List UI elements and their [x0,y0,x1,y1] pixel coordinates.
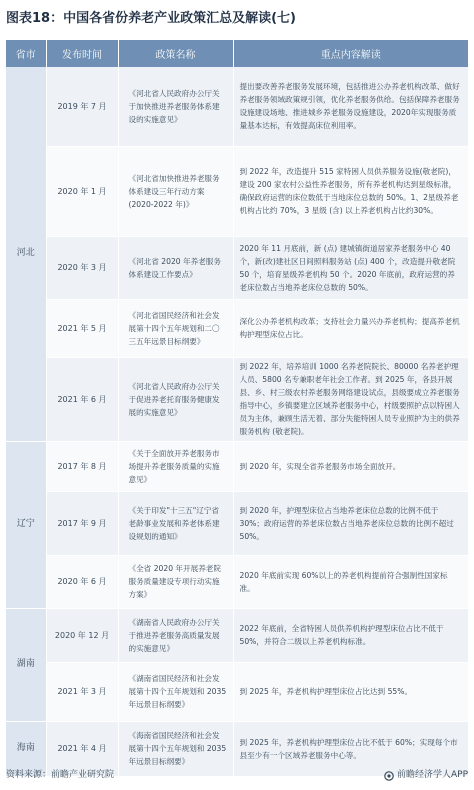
page-title: 图表18：中国各省份养老产业政策汇总及解读(七) [6,11,296,26]
date-cell: 2020 年 1 月 [46,146,118,236]
date-cell: 2020 年 3 月 [46,236,118,299]
header-policy: 政策名称 [118,40,233,67]
policy-cell: 《全省 2020 年开展养老院服务质量建设专项行动实施方案》 [118,555,233,608]
header-content: 重点内容解读 [233,40,468,67]
date-cell: 2021 年 6 月 [46,357,118,441]
policy-cell: 《河北省 2020 年养老服务体系建设工作要点》 [118,236,233,299]
qianzhan-logo-icon [384,770,394,780]
source-note: 资料来源：前瞻产业研究院 [6,770,115,780]
province-cell: 辽宁 [6,441,46,608]
table-row [6,608,468,662]
policy-cell: 《湖南省国民经济和社会发展第十四个五年规划和 2035 年远景目标纲要》 [118,662,233,721]
content-cell: 到 2022 年，培养培训 1000 名养老院院长、80000 名养老护理人员、5800 名专兼职老年社会工作者。到 2025 年，各县开展县、乡、村三级农村养老服务网络建设试点，县级要成立养老服务指导中心，乡镇要建立区域养老服务中心，村级要照护点以特困人员为主体，兼顾生活无着、部分失能特困人员专业照护为主的供养服务机构 (敬老院)。 [233,357,468,441]
table-row [6,662,468,721]
date-cell: 2021 年 4 月 [46,721,118,776]
content-cell: 到 2020 年，实现全省养老服务市场全面放开。 [233,441,468,491]
date-cell: 2021 年 3 月 [46,662,118,721]
province-cell: 海南 [6,721,46,776]
table-row [6,441,468,491]
header-date: 发布时间 [46,40,118,67]
table-row [6,236,468,299]
table-row [6,555,468,608]
content-cell: 到 2025 年，养老机构护理型床位占比达到 55%。 [233,662,468,721]
content-cell: 2020 年底前实现 60%以上的养老机构提前符合强制性国家标准。 [233,555,468,608]
content-cell: 2022 年底前，全省特困人员供养机构护理型床位占比不低于50%，并符合二级以上养老机构标准。 [233,608,468,662]
policy-cell: 《关于印发"十三五"辽宁省老龄事业发展和养老体系建设规划的通知》 [118,491,233,555]
brand-watermark [384,766,468,784]
content-cell: 到 2022 年，改造提升 515 家特困人员供养服务设施(敬老院)，建设 200 家农村公益性养老服务，所有养老机构达到星级标准，确保政府运营的床位数低于当地床位总数的 50%。1、2星级养老机构占比约 70%，3 星级 (含) 以上养老机构占比约30%。 [233,146,468,236]
table-row [6,299,468,357]
content-cell: 到 2020 年，护理型床位占当地养老床位总数的比例不低于30%；政府运营的养老床位数占当地养老床位总数的比例不超过50%。 [233,491,468,555]
date-cell: 2020 年 12 月 [46,608,118,662]
date-cell: 2017 年 8 月 [46,441,118,491]
brand-label: 前瞻经济学人APP [396,770,468,780]
content-cell: 提出要改善养老服务发展环境，包括推进公办养老机构改革、做好养老服务领域政策规引领，优化养老服务供给。包括保障养老服务设施建设场地、推进城乡养老服务设施建设，2020年实现服务质量基本达标，有效提高床位利用率。 [233,67,468,146]
content-cell: 到 2025 年，养老机构护理型床位占比不低于 60%；实现每个市县至少有一个区域养老服务中心等。 [233,721,468,776]
policy-table-container [6,40,468,777]
policy-cell: 《河北省人民政府办公厅关于促进养老托育服务健康发展的实施意见》 [118,357,233,441]
date-cell: 2021 年 5 月 [46,299,118,357]
policy-cell: 《河北省国民经济和社会发展第十四个五年规划和二〇三五年远景目标纲要》 [118,299,233,357]
table-row [6,67,468,146]
date-cell: 2020 年 6 月 [46,555,118,608]
province-cell: 湖南 [6,608,46,721]
policy-cell: 《关于全面放开养老服务市场提升养老服务质量的实施意见》 [118,441,233,491]
province-cell: 河北 [6,67,46,441]
table-row [6,491,468,555]
table-row [6,357,468,441]
footer [6,766,468,784]
policy-cell: 《湖南省人民政府办公厅关于推进养老服务高质量发展的实施意见》 [118,608,233,662]
table-header-row [6,40,468,67]
header-province: 省市 [6,40,46,67]
content-cell: 2020 年 11 月底前，新 (点) 建城镇街道居家养老服务中心 40个，新(改)建社区日间照料服务站 (点) 400 个，改造提升敬老院 50 个，培育星级养老机构 50 个。2020 年底前，政府运营的养老床位数占当地养老床位总数的 50%。 [233,236,468,299]
policy-table [6,40,468,777]
date-cell: 2019 年 7 月 [46,67,118,146]
policy-cell: 《河北省人民政府办公厅关于加快推进养老服务体系建设的实施意见》 [118,67,233,146]
table-row [6,146,468,236]
policy-cell: 《河北省加快推进养老服务体系建设三年行动方案(2020-2022 年)》 [118,146,233,236]
content-cell: 深化公办养老机构改革；支持社会力量兴办养老机构；提高养老机构护理型床位占比。 [233,299,468,357]
date-cell: 2017 年 9 月 [46,491,118,555]
policy-cell: 《海南省国民经济和社会发展第十四个五年规划和 2035 年远景目标纲要》 [118,721,233,776]
